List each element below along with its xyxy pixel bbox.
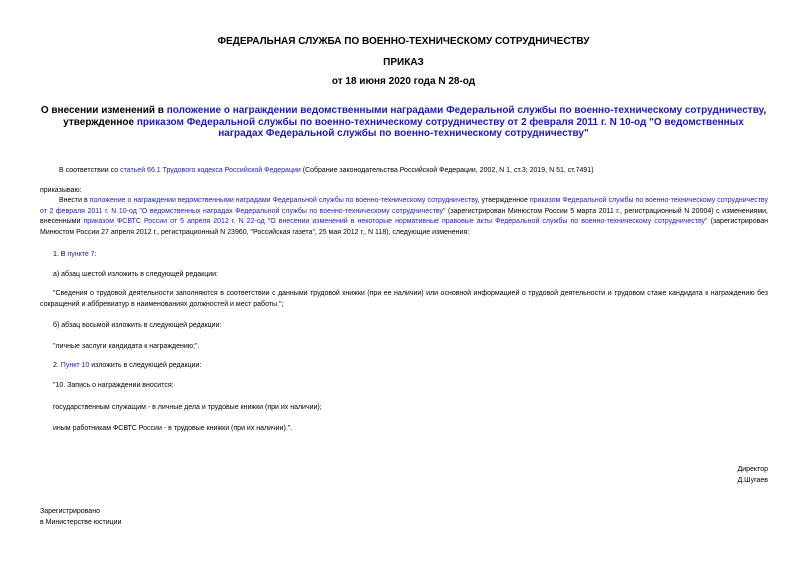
item-2-suffix: изложить в следующей редакции: [89, 362, 202, 369]
preamble-suffix: (Собрание законодательства Российской Федерации, 2002, N 1, ст.3; 2019, N 51, ст.7491) [300, 167, 594, 174]
item-1 [53, 250, 97, 261]
main-text-2: , утвержденное [477, 197, 530, 204]
main-link-order-10[interactable]: приказом Федеральной службы по военно-техническому сотрудничеству от 2 февраля 2011 г. N 10-од "О ведомственных наградах Федеральной службы по военно-техническому сотрудничеству" [40, 197, 768, 215]
main-paragraph [40, 196, 768, 238]
main-text-1: Внести в [59, 197, 90, 204]
main-text-3: (зарегистрирован Минюстом России 5 марта 2011 г., регистрационный N 20004) с изменениями, внесенными [40, 207, 768, 225]
item-2 [53, 361, 201, 372]
item-2-line-1: государственным служащим - в личные дела и трудовые книжки (при их наличии); [53, 404, 322, 411]
registration-line-2: в Министерстве юстиции [40, 519, 122, 526]
item-2-prefix: 2. [53, 362, 61, 369]
title-prefix: О внесении изменений в [40, 105, 167, 116]
item-2-text: "10. Запись о награждении вносится: [53, 382, 174, 389]
item-1b-text: "личные заслуги кандидата к награждению;". [53, 343, 200, 350]
title-middle: , утвержденное [63, 105, 767, 128]
order-word: приказываю: [40, 187, 82, 194]
signature-name: Д.Шугаев [737, 477, 768, 484]
main-link-regulation[interactable]: положение о награждении ведомственными наградами Федеральной службы по военно-техническому сотрудничеству [89, 197, 478, 204]
item-1-suffix: : [94, 251, 97, 258]
main-text-4: (зарегистрирован Минюстом России 27 апреля 2012 г., регистрационный N 23960, "Российская газета", 25 мая 2012 г., N 118), следующие изменения: [40, 218, 768, 236]
item-1a-text: "Сведения о трудовой деятельности заполняются в соответствии с данными трудовой книжки (при ее наличии) или основной информацией о трудовой деятельности и трудовом стаже кандидата к награждению без сокращений и аббревиатур в наименованиях должностей и мест работы."; [40, 290, 768, 308]
document-type: ПРИКАЗ [383, 57, 424, 68]
registration-line-1: Зарегистрировано [40, 508, 100, 515]
preamble-link-labor-code[interactable]: статьей 66.1 Трудового кодекса Российской Федерации [120, 167, 301, 174]
preamble-prefix: В соответствии со [59, 167, 121, 174]
title-link-order[interactable]: приказом Федеральной службы по военно-техническому сотрудничеству от 2 февраля 2011 г. N 10-од "О ведомственных наградах Федеральной службы по военно-техническому сотрудничеству" [136, 116, 744, 139]
item-2-line-2: иным работникам ФСВТС России - в трудовые книжки (при их наличии).". [53, 425, 293, 432]
item-1-link-clause-7[interactable]: пункте 7 [67, 251, 95, 258]
preamble [59, 166, 779, 177]
agency-name: ФЕДЕРАЛЬНАЯ СЛУЖБА ПО ВОЕННО-ТЕХНИЧЕСКОМУ СОТРУДНИЧЕСТВУ [217, 36, 590, 47]
item-2-link-clause-10[interactable]: Пункт 10 [60, 362, 90, 369]
main-link-order-22[interactable]: приказом ФСВТС России от 5 апреля 2012 г. N 22-од "О внесении изменений в некоторые нормативные правовые акты Федеральной службы по военно-техническому сотрудничеству" [83, 218, 708, 225]
item-1b: б) абзац восьмой изложить в следующей редакции: [53, 322, 222, 329]
signature-position: Директор [737, 466, 768, 473]
item-1a: а) абзац шестой изложить в следующей редакции: [53, 271, 218, 278]
title-link-regulation[interactable]: положение о награждении ведомственными наградами Федеральной службы по военно-техническому сотрудничеству [166, 105, 764, 116]
item-1-prefix: 1. В [53, 251, 68, 258]
document-date: от 18 июня 2020 года N 28-од [331, 76, 476, 87]
document-title [40, 105, 767, 140]
